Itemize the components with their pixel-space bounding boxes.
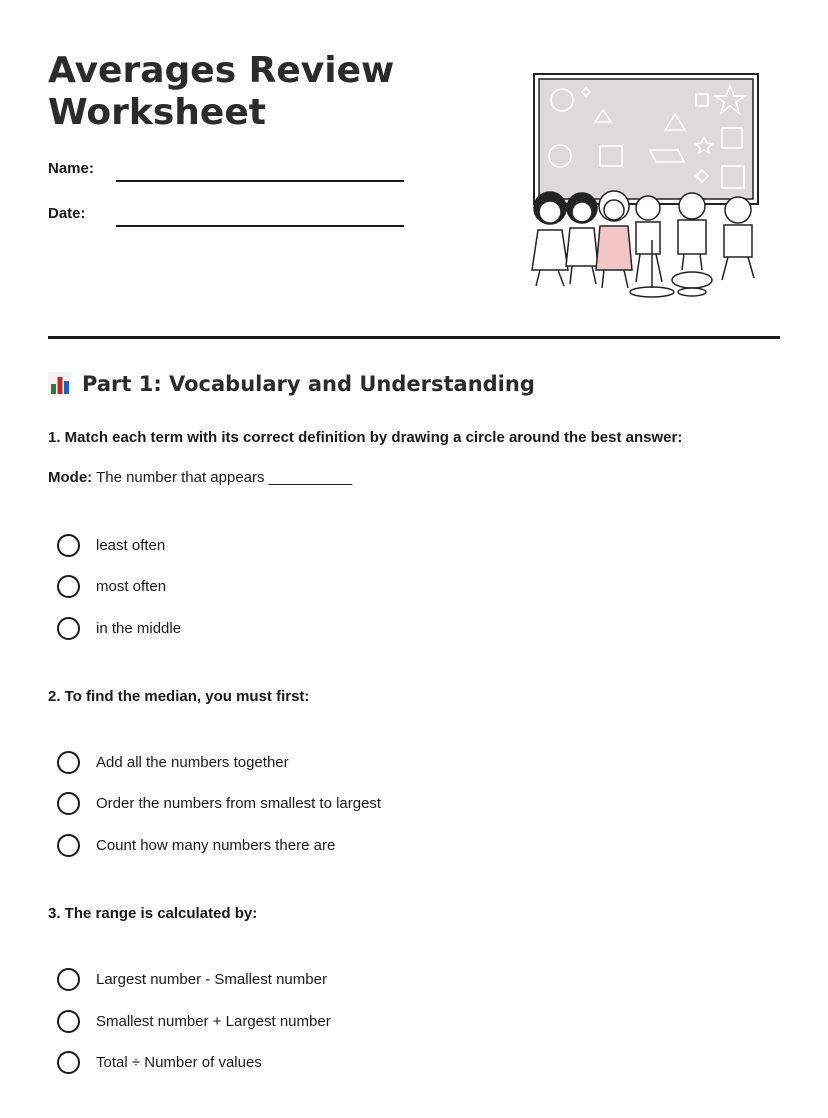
name-label: Name: xyxy=(48,160,94,177)
page-title: Averages Review Worksheet xyxy=(48,50,395,133)
part1-heading xyxy=(48,372,535,396)
question-1-prompt xyxy=(48,469,352,486)
q3-option[interactable] xyxy=(57,968,327,991)
option-label: Order the numbers from smallest to largest xyxy=(96,795,382,812)
prompt-text: The number that appears __________ xyxy=(92,469,353,486)
radio-circle-icon[interactable] xyxy=(57,1010,80,1033)
radio-circle-icon[interactable] xyxy=(57,751,80,774)
option-label: Total ÷ Number of values xyxy=(96,1054,262,1071)
q1-option[interactable] xyxy=(57,534,165,557)
date-label: Date: xyxy=(48,205,86,222)
question-1: 1. Match each term with its correct definition by drawing a circle around the best answer: xyxy=(48,429,683,446)
radio-circle-icon[interactable] xyxy=(57,534,80,557)
option-label: Smallest number + Largest number xyxy=(96,1013,331,1030)
bar-chart-icon xyxy=(48,372,72,396)
q2-option[interactable] xyxy=(57,834,335,857)
name-field-line[interactable] xyxy=(116,180,404,182)
q3-option[interactable] xyxy=(57,1051,262,1074)
option-label: most often xyxy=(96,578,167,595)
radio-circle-icon[interactable] xyxy=(57,792,80,815)
classroom-illustration xyxy=(524,70,760,305)
radio-circle-icon[interactable] xyxy=(57,575,80,598)
q1-option[interactable] xyxy=(57,575,166,598)
question-3: 3. The range is calculated by: xyxy=(48,905,258,922)
option-label: Largest number - Smallest number xyxy=(96,971,327,988)
radio-circle-icon[interactable] xyxy=(57,834,80,857)
option-label: Count how many numbers there are xyxy=(96,837,336,854)
prompt-term: Mode: xyxy=(48,469,93,486)
radio-circle-icon[interactable] xyxy=(57,1051,80,1074)
question-2: 2. To find the median, you must first: xyxy=(48,688,310,705)
option-label: in the middle xyxy=(96,620,182,637)
section-divider xyxy=(48,336,780,339)
q3-option[interactable] xyxy=(57,1010,331,1033)
date-field-line[interactable] xyxy=(116,225,404,227)
option-label: Add all the numbers together xyxy=(96,754,289,771)
q2-option[interactable] xyxy=(57,792,381,815)
option-label: least often xyxy=(96,537,166,554)
q1-option[interactable] xyxy=(57,617,181,640)
q2-option[interactable] xyxy=(57,751,289,774)
radio-circle-icon[interactable] xyxy=(57,968,80,991)
part1-heading-text: Part 1: Vocabulary and Understanding xyxy=(82,372,535,396)
radio-circle-icon[interactable] xyxy=(57,617,80,640)
